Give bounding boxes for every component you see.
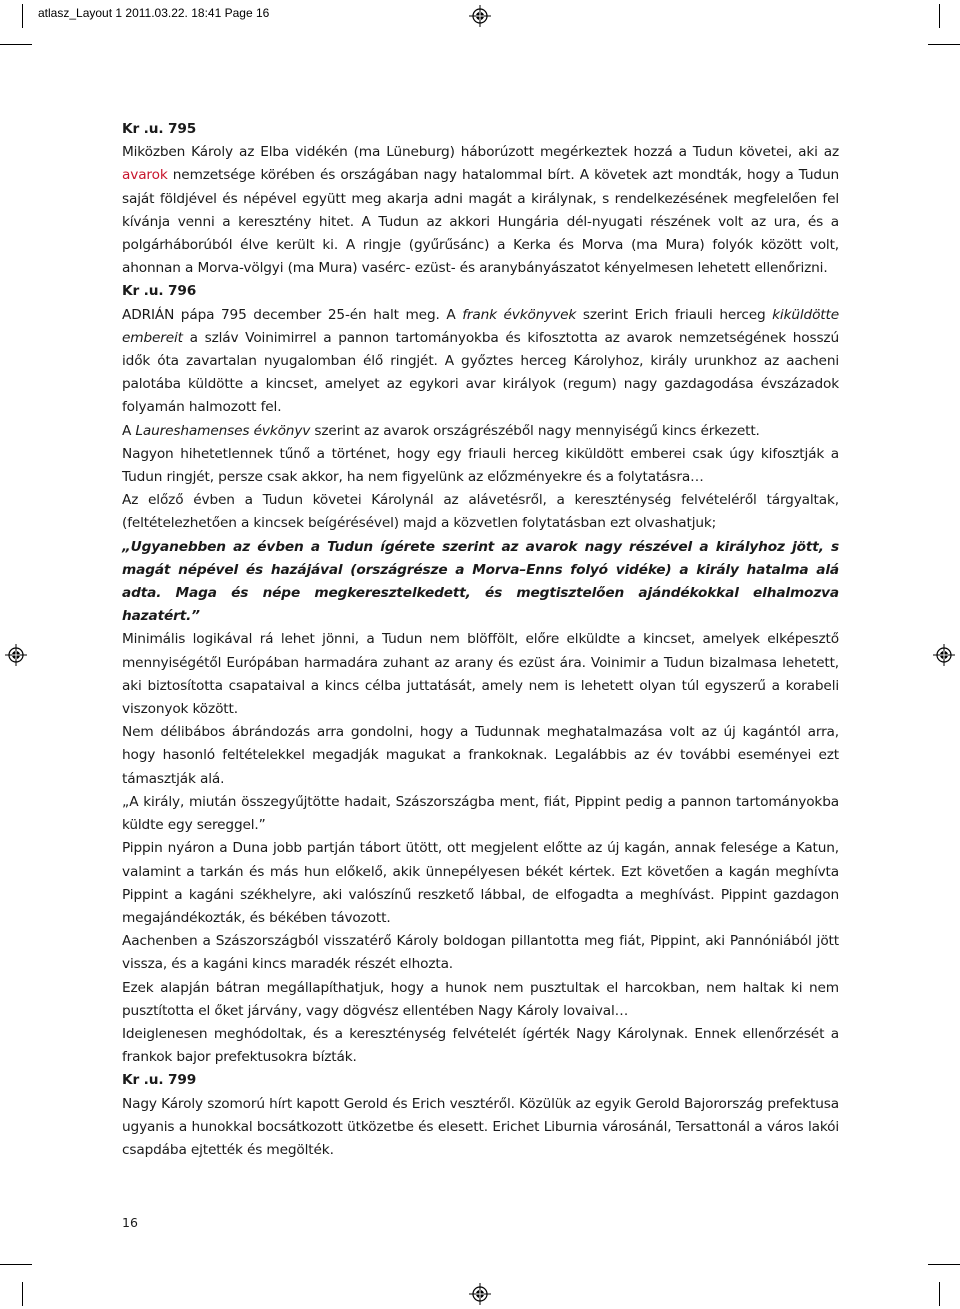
crop-mark-top-right bbox=[939, 4, 940, 28]
text-run: nemzetsége körében és országában nagy hatalommal bírt. A követek azt mondták, hogy a Tudun saját földjével és népével együtt meg akarja adni magát a királynak, s rendelkezésének megfelelően fel kívánja venni a keresztény hitet. A Tudun az akkori Hungária dél-nyugati részének volt az ura, és a polgárháborúból élve került ki. A ringje (gyűrűsánc) a Kerka és Morva (ma Mura) folyók között volt, ahonnan a Morva-völgyi (ma Mura) vasérc- ezüst- és aranybányászatot kényelmesen lehetett ellenőrizni. bbox=[122, 167, 839, 277]
crop-mark-bottom-right bbox=[939, 1282, 940, 1306]
crop-mark-bottom-left bbox=[22, 1282, 23, 1306]
text-run: szerint az avarok országrészéből nagy mennyiségű kincs érkezett. bbox=[310, 422, 760, 439]
text-run: Miközben Károly az Elba vidékén (ma Lüneburg) háborúzott megérkeztek hozzá a Tudun követei, aki az bbox=[122, 144, 839, 161]
page-number: 16 bbox=[122, 1215, 138, 1230]
text-run: szerint Erich friauli herceg bbox=[576, 306, 773, 323]
paragraph: Nem délibábos ábrándozás arra gondolni, hogy a Tudunnak meghatalmazása volt az új kagántól arra, hogy hasonló feltételekkel megadják magukat a frankoknak. Legalábbis az év további eseményei ezt támasztják alá. bbox=[122, 724, 839, 787]
avarok-link[interactable]: avarok bbox=[122, 167, 168, 184]
text-run: ADRIÁN pápa 795 december 25-én halt meg. A bbox=[122, 306, 463, 323]
registration-mark-icon bbox=[469, 1283, 491, 1305]
text-run: Nagy Károly szomorú hírt kapott Gerold és Erich vesztéről. Közülük az egyik Gerold Bajorország prefektusa ugyanis a hunokkal bocsátkozott ütközetbe és elesett. Erichet Liburnia városánál, Tersattonál a város lakói csapdába ejtették és megölték. bbox=[122, 1095, 839, 1158]
registration-mark-icon bbox=[469, 5, 491, 27]
paragraph: Minimális logikával rá lehet jönni, a Tudun nem blöffölt, előre elküldte a kincset, amelyek elképesztő mennyiségétől Európában harmadára zuhant az arany és ezüst ára. Voinimir a Tudun bizalmasa lehetett, aki biztosította csapataival a kincs célba juttatását, amely nem is lehetett olyan túl egyszerű a korabeli viszonyok között. bbox=[122, 631, 839, 718]
paragraph: Nagyon hihetetlennek tűnő a történet, hogy egy friauli herceg kiküldött emberei csak úgy kifosztják a Tudun ringjét, persze csak akkor, ha nem figyelünk az előzményekre és a folytatásra… bbox=[122, 445, 839, 486]
paragraph-799 bbox=[122, 1069, 839, 1162]
crop-mark-bottom-left-h bbox=[0, 1264, 32, 1265]
page-body bbox=[122, 118, 839, 1162]
italic-run: frank évkönyvek bbox=[462, 306, 577, 323]
print-slug: atlasz_Layout 1 2011.03.22. 18:41 Page 16 bbox=[38, 6, 270, 20]
paragraph-796 bbox=[122, 280, 839, 419]
registration-mark-icon bbox=[5, 644, 27, 666]
quote-paragraph: „A király, miután összegyűjtötte hadait, Szászországba ment, fiát, Pippint pedig a pannon tartományokba küldte egy sereggel.” bbox=[122, 793, 839, 834]
text-run: A bbox=[122, 422, 136, 439]
paragraph: Pippin nyáron a Duna jobb partján tábort ütött, ott megjelent előtte az új kagán, annak felesége a Katun, valamint a tarkán és más hun előkelő, akik ünnepélyesen békét kértek. Ezt követően a kagán meghívta Pippint a kagáni székhelyre, aki valószínű reszkető lábbal, de elfogadta a meghívást. Pippint gazdagon megajándékozták, és békében távozott. bbox=[122, 840, 839, 926]
crop-mark-bottom-right-h bbox=[928, 1264, 960, 1265]
italic-run: kiküldötte embereit bbox=[122, 306, 839, 346]
text-run: a szláv Voinimirrel a pannon tartományokba és kifosztotta az avarok nemzetségének hosszú idők óta zavartalan nyugalomban élő ringjét. A győztes herceg Károlyhoz, király urunkhoz az aacheni palotába küldötte a kincset, amelyet az egykori avar királyok (regum) nagy gazdagodása évszázadok folyamán halmozott fel. bbox=[122, 329, 839, 416]
paragraph-795 bbox=[122, 118, 839, 280]
paragraph: Ezek alapján bátran megállapíthatjuk, hogy a hunok nem pusztultak el harcokban, nem haltak ki nem pusztította el őket járvány, vagy dögvész ellentében Nagy Károly lovaival… bbox=[122, 979, 839, 1019]
paragraph: Aachenben a Szászországból visszatérő Károly boldogan pillantotta meg fiát, Pippint, aki Pannóniából jött vissza, és a kagáni kincs maradék részét elhozta. bbox=[122, 933, 839, 973]
year-heading: Kr .u. 796 bbox=[122, 283, 197, 300]
year-heading: Kr .u. 795 bbox=[122, 121, 197, 137]
italic-run: Laureshamenses évkönyv bbox=[135, 422, 311, 439]
crop-mark-top-right-h bbox=[928, 44, 960, 45]
crop-mark-top-left bbox=[22, 4, 23, 28]
paragraph: Az előző évben a Tudun követei Károlynál az alávetésről, a kereszténység felvételéről tárgyaltak, (feltételezhetően a kincsek beígérésével) majd a közvetlen folytatásban ezt olvashatjuk; bbox=[122, 492, 839, 532]
crop-mark-top-left-h bbox=[0, 44, 32, 45]
paragraph bbox=[122, 420, 839, 443]
paragraph: Ideiglenesen meghódoltak, és a kereszténység felvételét ígérték Nagy Károlynak. Ennek ellenőrzését a frankok bajor prefektusokra bízták. bbox=[122, 1025, 839, 1066]
registration-mark-icon bbox=[933, 644, 955, 666]
year-heading: Kr .u. 799 bbox=[122, 1072, 197, 1089]
quote-paragraph: „Ugyanebben az évben a Tudun ígérete szerint az avarok nagy részével a királyhoz jött, s magát népével és hazájával (országrésze a Morva–Enns folyó vidéke) a király hatalma alá adta. Maga és népe megkeresztelkedett, és megtisztelően ajándékokkal elhalmozva hazatért.” bbox=[122, 538, 839, 625]
